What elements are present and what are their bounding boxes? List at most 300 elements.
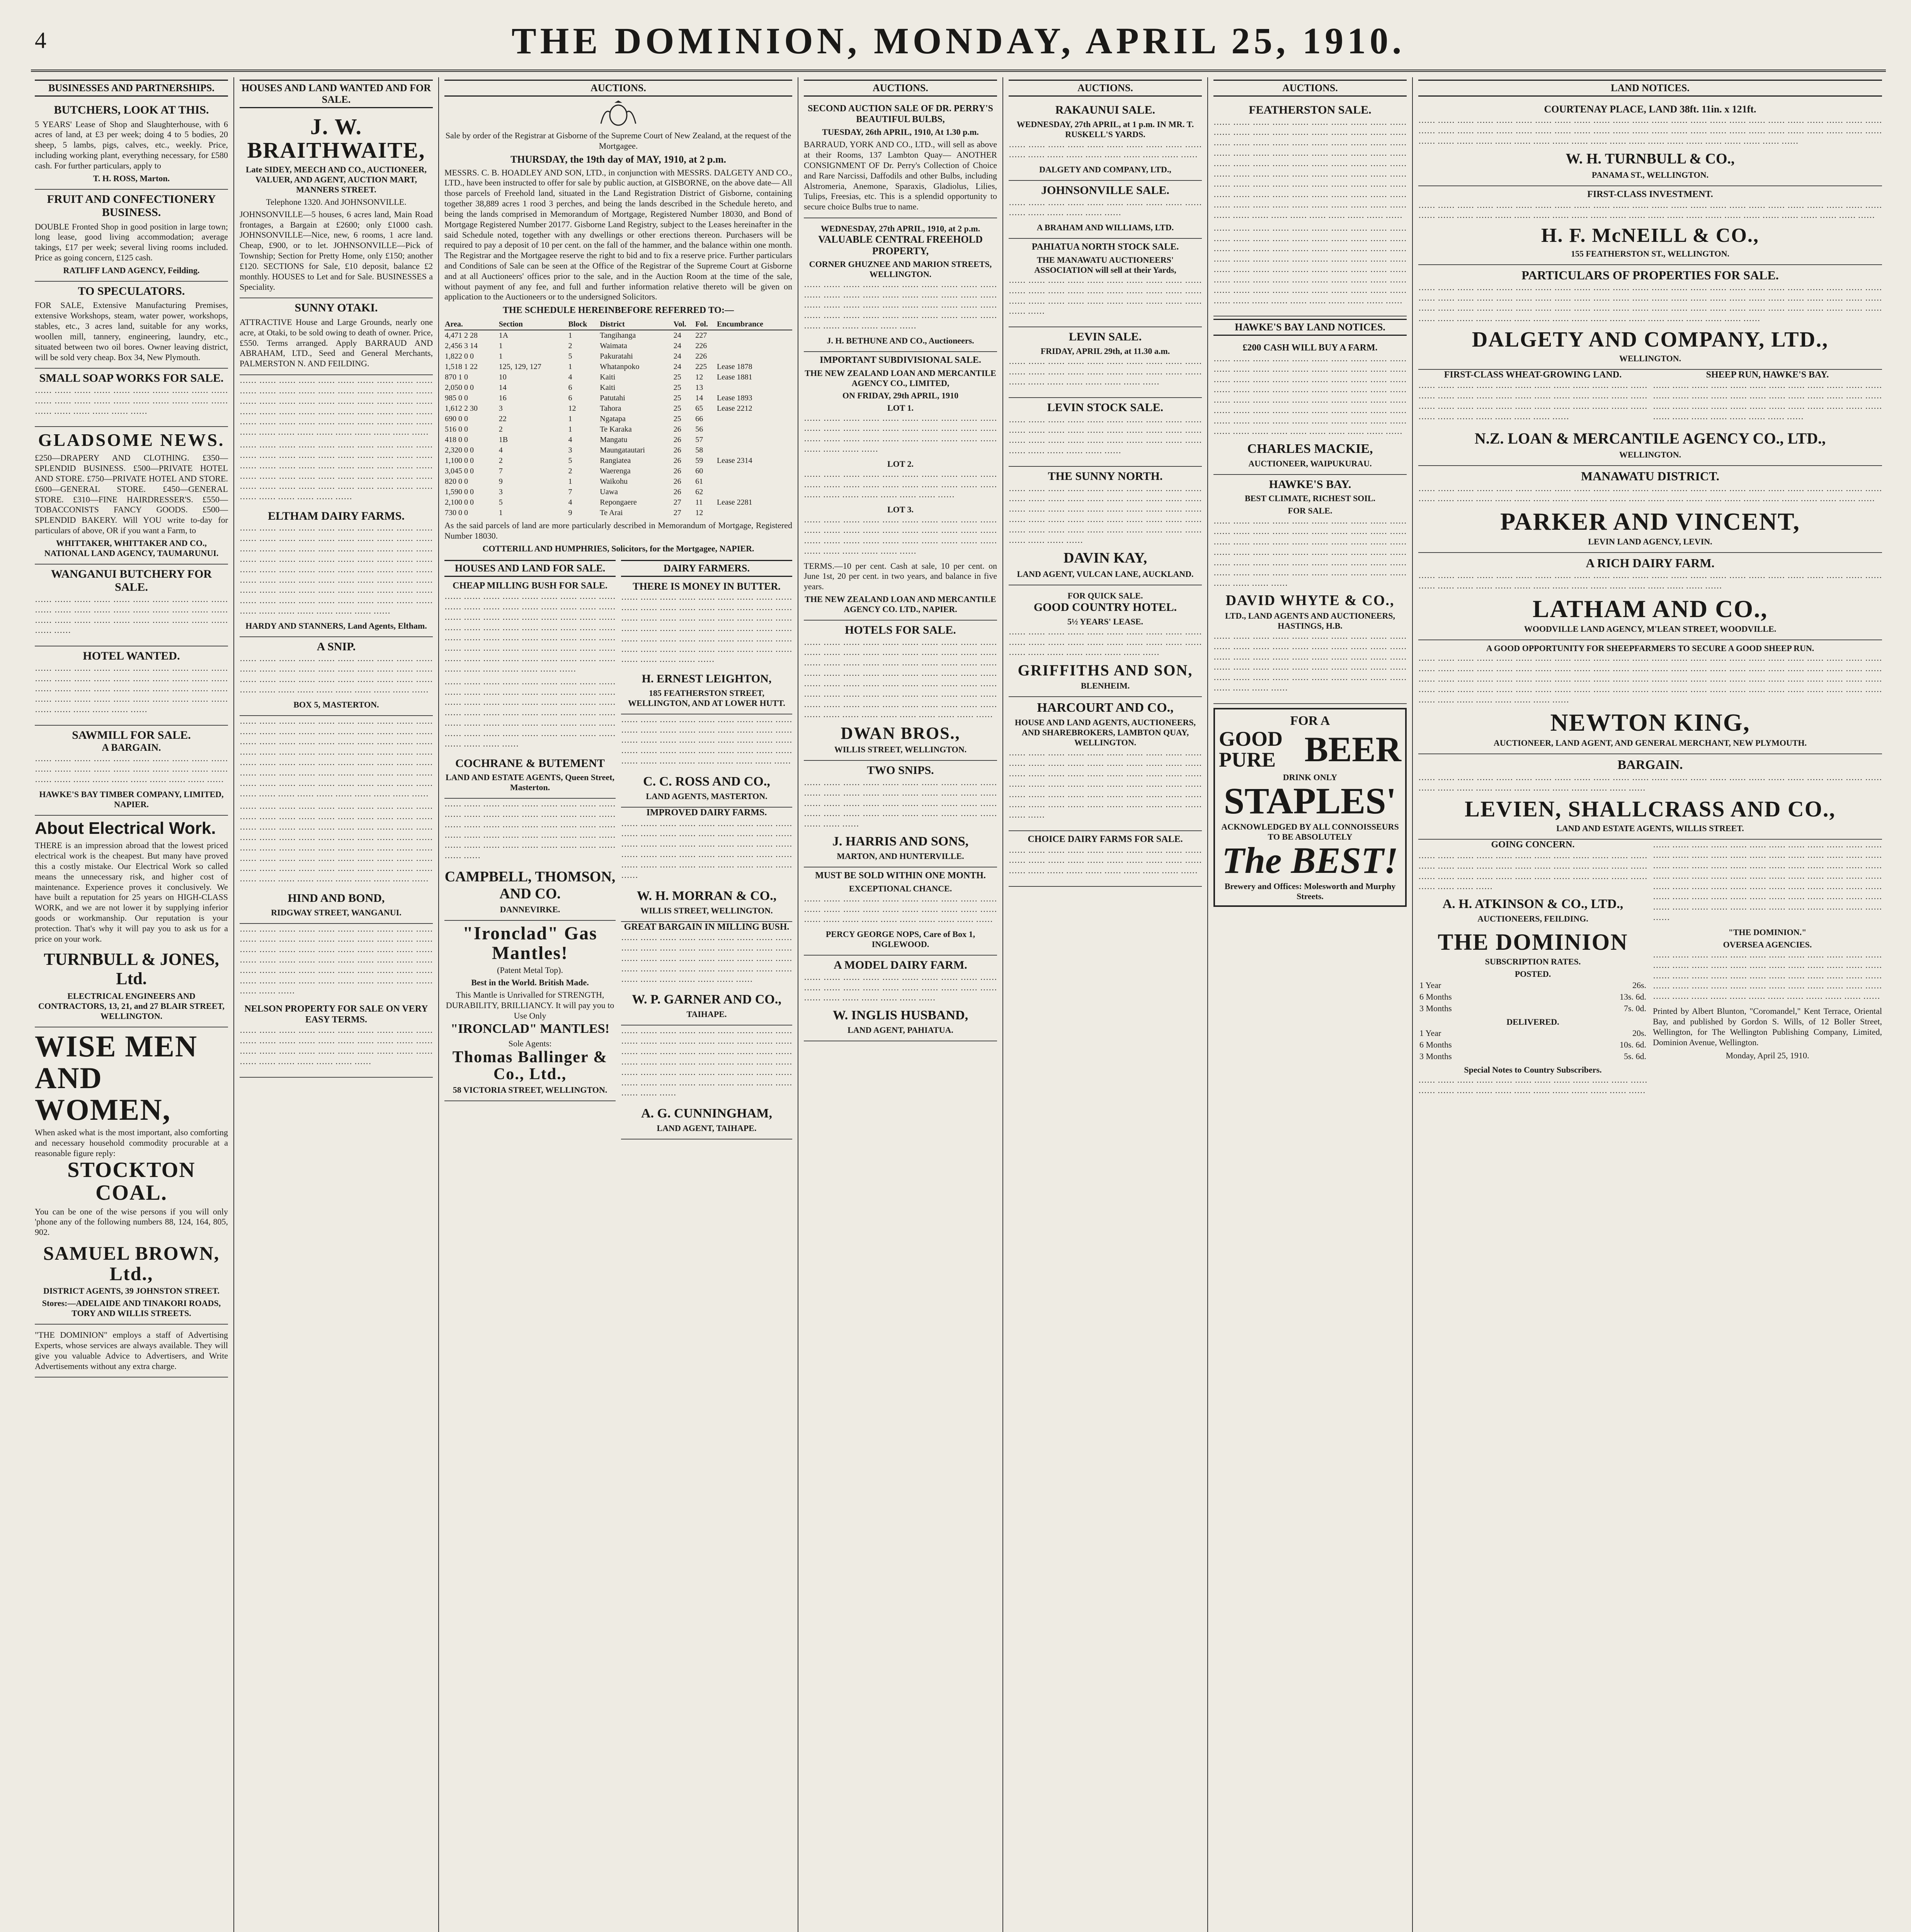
- ad-body: JOHNSONVILLE—5 houses, 6 acres land, Main Road frontages, a Bargain at £2600; only £1000 cash. JOHNSONVILLE—Nice, new, 6 rooms, 1 acre land. Cheap, £900, or to let. JOHNSONVILLE—Pick of Township; Section for Pretty Home, only £150; another £120. SECTIONS for Sale, £10 deposit, balance £2 monthly. HOUSES to Let and for Sale. BUSINESSES a Speciality.: [240, 209, 433, 292]
- brewery-address: Brewery and Offices: Molesworth and Murphy Streets.: [1224, 881, 1396, 901]
- dominion-advertising-note: [35, 1325, 228, 1378]
- column-rule: [233, 77, 234, 1932]
- section-heading: AUCTIONS.: [444, 80, 792, 97]
- schedule-cell: 5: [499, 498, 503, 507]
- schedule-cell: 870 1 0: [445, 372, 468, 381]
- ad-title: MANAWATU DISTRICT.: [1581, 469, 1719, 483]
- ad-body-placeholder: ······ ······ ······ ······ ······ ······ ······ ······ ······ ······ ······ ······ ······ ······ ······ ······ ······ ······ ······ ······ ······ ······ ······ ······ ······ ······ ······ ······ ······ ······ ······ ······: [1009, 277, 1202, 318]
- ad-body-placeholder: ······ ······ ······ ······ ······ ······ ······ ······ ······ ······ ······ ······ ······ ······ ······ ······ ······ ······ ······ ······ ······ ······ ······ ······ ······ ······ ······ ······ ······ ······ ······ ······ ······ ······ ······ ······ ······ ······ ······ ······ ······ ······ ······ ······ ······ ······ ······ ······ ······ ······ ······ ······ ······ ······ ······ ······ ······ ······ ······ ······ ······ ······: [1009, 750, 1202, 822]
- column-rule: [1002, 77, 1003, 1932]
- ad-signature: PANAMA ST., WELLINGTON.: [1591, 170, 1709, 180]
- rate-price: 13s. 6d.: [1619, 992, 1646, 1002]
- schedule-cell: Lease 1881: [717, 372, 752, 381]
- column-5: [1005, 77, 1206, 1932]
- rate-row: [1419, 1039, 1647, 1050]
- sheep-run-opportunity-ad: [1418, 640, 1882, 754]
- speculators-ad: [35, 282, 228, 369]
- rate-price: 5s. 6d.: [1623, 1051, 1646, 1061]
- auction-date: THURSDAY, the 19th day of MAY, 1910, at 2 p.m.: [510, 153, 727, 165]
- ad-title: CHOICE DAIRY FARMS FOR SALE.: [1028, 834, 1183, 845]
- ad-body-placeholder: ······ ······ ······ ······ ······ ······ ······ ······ ······ ······ ······ ······ ······ ······ ······ ······ ······ ······ ······ ······ ······ ······ ······ ······ ······ ······ ······ ······ ······ ······ ······ ······ ······ ······ ······ ······ ······ ······ ······ ······ ······ ······ ······ ······ ······ ······ ······ ······ ······ ······ ······ ······ ······ ······ ······ ······ ······ ······ ······ ······ ······ ······ ······ ······ ······ ······ ······ ······ ······ ······ ······ ······ ······ ······ ······ ······ ······ ······ ······ ······ ······ ······ ······ ······ ······ ······ ······ ······ ······ ······ ······ ······ ······ ······ ······ ······ ······ ······ ······ ······ ······ ······ ······ ······ ······ ······ ······ ······ ······ ······ ······ ······ ······ ······ ······ ······ ······ ······ ······ ······ ······ ······ ······ ······ ······ ······ ······ ······ ······ ······ ······ ······ ······ ······ ······ ······ ······ ······ ······ ······ ······ ······ ······ ······ ······ ······ ······ ······ ······ ······ ······ ······ ······ ······ ······ ······ ······ ······ ······ ······ ······ ······ ······ ······ ······ ······ ······ ······ ······ ······ ······ ······ ······ ······ ······ ······ ······ ······ ······ ······: [1213, 119, 1407, 308]
- schedule-cell: 1: [568, 425, 572, 434]
- staples-name: STAPLES': [1224, 780, 1397, 821]
- schedule-column-header: District: [599, 319, 673, 330]
- schedule-row: [444, 351, 792, 362]
- ad-title: TWO SNIPS.: [867, 764, 934, 777]
- ad-body: You can be one of the wise persons if you will only 'phone any of the following numbers 88, 124, 164, 805, 902.: [35, 1206, 228, 1237]
- the-best: The BEST!: [1222, 839, 1399, 881]
- schedule-cell: 730 0 0: [445, 508, 468, 517]
- schedule-cell: 14: [695, 393, 703, 402]
- schedule-cell: 5: [568, 352, 572, 361]
- schedule-row: [444, 341, 792, 351]
- ad-title: HOTELS FOR SALE.: [845, 624, 956, 637]
- ad-lease: 5½ YEARS' LEASE.: [1067, 616, 1143, 626]
- schedule-cell: 1: [568, 362, 572, 371]
- ad-title: NELSON PROPERTY FOR SALE ON VERY EASY TERMS.: [244, 1004, 428, 1025]
- posted-heading: POSTED.: [1515, 969, 1551, 979]
- ad-title: C. C. ROSS AND CO.,: [643, 774, 770, 789]
- ad-title: THERE IS MONEY IN BUTTER.: [633, 580, 781, 592]
- ad-body-placeholder: ······ ······ ······ ······ ······ ······ ······ ······ ······ ······ ······ ······ ······ ······ ······ ······ ······ ······ ······ ······ ······ ······ ······ ······ ······ ······ ······ ······ ······ ······ ······ ······ ······ ······ ······ ······ ······ ······ ······ ······ ······ ······ ······ ······ ······ ······: [35, 665, 228, 717]
- schedule-cell: 1: [568, 331, 572, 340]
- schedule-cell: 2: [568, 466, 572, 475]
- ad-tagline: Best in the World. British Made.: [471, 978, 589, 988]
- ad-title: VALUABLE CENTRAL FREEHOLD PROPERTY,: [818, 233, 983, 257]
- sunny-north-ad: [1009, 467, 1202, 585]
- ad-title: PARTICULARS OF PROPERTIES FOR SALE.: [1521, 268, 1779, 282]
- beer-good-pure: [1219, 728, 1283, 770]
- ad-title: COCHRANE & BUTEMENT: [455, 757, 605, 770]
- ad-signature: WHITTAKER, WHITTAKER AND CO., NATIONAL LAND AGENCY, TAUMARUNUI.: [44, 538, 219, 558]
- schedule-cell: Lease 2281: [717, 498, 752, 507]
- schedule-cell: 2,050 0 0: [445, 383, 474, 392]
- ad-body-placeholder: ······ ······ ······ ······ ······ ······ ······ ······ ······ ······ ······ ······ ······ ······ ······ ······ ······ ······ ······ ······ ······ ······ ······ ······ ······ ······ ······ ······: [1009, 358, 1202, 389]
- ad-signature: ELECTRICAL ENGINEERS AND CONTRACTORS, 13, 21, and 27 BLAIR STREET, WELLINGTON.: [38, 991, 225, 1021]
- ad-signature: LTD., LAND AGENTS AND AUCTIONEERS, HASTINGS, H.B.: [1225, 611, 1395, 631]
- wheat-land-ad: [1418, 370, 1647, 427]
- ad-title: SMALL SOAP WORKS FOR SALE.: [39, 372, 224, 385]
- ad-signature: LAND AND ESTATE AGENTS, WILLIS STREET.: [1556, 823, 1744, 833]
- schedule-cell: Whatanpoko: [600, 362, 640, 371]
- schedule-cell: 1B: [499, 435, 508, 444]
- ad-body-placeholder: ······ ······ ······ ······ ······ ······ ······ ······ ······ ······ ······ ······ ······ ······ ······ ······ ······ ······ ······ ······ ······ ······ ······ ······ ······ ······ ······ ······ ······ ······ ······ ······ ······ ······ ······ ······: [1009, 417, 1202, 458]
- griffiths-name: GRIFFITHS AND SON,: [1018, 662, 1193, 679]
- schedule-cell: [716, 466, 792, 476]
- schedule-cell: 60: [695, 466, 703, 475]
- schedule-cell: 3: [568, 446, 572, 454]
- dalgety-name: DALGETY AND COMPANY, LTD.,: [1472, 328, 1829, 352]
- ad-body-placeholder: ······ ······ ······ ······ ······ ······ ······ ······ ······ ······ ······ ······ ······ ······ ······ ······ ······ ······ ······ ······ ······ ······ ······ ······ ······ ······ ······ ······ ······ ······ ······ ······ ······ ······ ······ ······ ······ ······ ······ ······: [240, 656, 433, 697]
- schedule-cell: 1A: [499, 331, 509, 340]
- schedule-row: [444, 330, 792, 341]
- auction-intro: Sale by order of the Registrar at Gisborne of the Supreme Court of New Zealand, at the request of the Mortgagee.: [445, 131, 791, 151]
- ad-subtitle: A BARGAIN.: [102, 742, 161, 753]
- fruit-ad: [35, 190, 228, 282]
- schedule-cell: Kaiti: [600, 383, 616, 392]
- ad-title: FEATHERSTON SALE.: [1249, 104, 1372, 116]
- ad-signature: WELLINGTON.: [1619, 449, 1681, 459]
- inglis-name: W. INGLIS HUSBAND,: [832, 1008, 968, 1023]
- schedule-cell: 2: [568, 341, 572, 350]
- sawmill-ad: [35, 726, 228, 816]
- schedule-cell: Patutahi: [600, 393, 625, 402]
- ad-title: GOING CONCERN.: [1491, 840, 1575, 850]
- schedule-row: [444, 476, 792, 487]
- ad-body-placeholder: ······ ······ ······ ······ ······ ······ ······ ······ ······ ······ ······ ······ ······ ······ ······ ······ ······ ······ ······ ······ ······ ······ ······ ······ ······ ······ ······ ······ ······ ······ ······ ······ ······ ······ ······ ······ ······ ······ ······ ······ ······ ······ ······ ······ ······ ······ ······ ······: [1418, 202, 1882, 223]
- levin-stock-sale-ad: [1009, 398, 1202, 467]
- schedule-cell: 6: [568, 393, 572, 402]
- ad-signature: 155 FEATHERSTON ST., WELLINGTON.: [1571, 248, 1729, 259]
- schedule-cell: 12: [568, 404, 576, 413]
- rate-row: [1419, 1051, 1647, 1062]
- posted-rates-table: [1418, 979, 1647, 1015]
- schedule-cell: 418 0 0: [445, 435, 468, 444]
- ad-title: GOOD COUNTRY HOTEL.: [1033, 601, 1177, 614]
- ad-subtitle: BEST CLIMATE, RICHEST SOIL.: [1244, 493, 1376, 503]
- ad-date: WEDNESDAY, 27th APRIL, 1910, at 2 p.m.: [820, 223, 980, 233]
- ad-body: This Mantle is Unrivalled for STRENGTH, DURABILITY, BRILLIANCY. It will pay you to Use Only: [446, 990, 614, 1020]
- schedule-cell: 25: [673, 383, 681, 392]
- ad-body-placeholder: ······ ······ ······ ······ ······ ······ ······ ······ ······ ······ ······ ······ ······ ······ ······ ······ ······ ······ ······ ······ ······ ······ ······ ······ ······ ······ ······ ······ ······ ······ ······ ······ ······ ······: [804, 415, 997, 456]
- schedule-cell: 1: [499, 341, 503, 350]
- ad-signature: DISTRICT AGENTS, 39 JOHNSTON STREET.: [43, 1286, 220, 1296]
- ad-signature: J. H. BETHUNE AND CO., Auctioneers.: [827, 335, 974, 345]
- ad-body: £250—DRAPERY AND CLOTHING. £350—SPLENDID BUSINESS. £500—PRIVATE HOTEL AND STORE. £750—PRIVATE HOTEL AND STORE. £600—GENERAL STORE. £450—GENERAL STORE. £310—FINE HAIRDRESSER'S. £550—TOBACCONISTS FANCY GOODS. £500—SPLENDID BAKERY. Will YOU write to-day for particulars of above, OR if you want a Farm, to: [35, 453, 228, 536]
- schedule-cell: 2,320 0 0: [445, 446, 474, 454]
- ad-signature: LAND AGENT, PAHIATUA.: [847, 1025, 953, 1035]
- butchery-ad: [35, 565, 228, 646]
- wise-men-heading: WISE MEN AND WOMEN,: [35, 1029, 198, 1126]
- ad-title: HOTEL WANTED.: [83, 650, 180, 663]
- ad-title: SHEEP RUN, HAWKE'S BAY.: [1706, 369, 1829, 380]
- ad-signature: WILLIS STREET, WELLINGTON.: [640, 905, 773, 915]
- turnbull-jones-name: TURNBULL & JONES, Ltd.: [44, 949, 219, 988]
- ad-title: CHEAP MILLING BUSH FOR SALE.: [453, 580, 608, 591]
- ad-signature: WELLINGTON.: [1619, 353, 1681, 363]
- ad-body-placeholder: ······ ······ ······ ······ ······ ······ ······ ······ ······ ······ ······ ······ ······ ······ ······ ······ ······ ······ ······ ······ ······ ······ ······ ······ ······ ······ ······ ······ ······ ······ ······ ······ ······ ······ ······ ······: [804, 517, 997, 558]
- ad-body-placeholder: ······ ······ ······ ······ ······ ······ ······ ······ ······ ······ ······ ······ ······ ······ ······ ······ ······ ······ ······ ······ ······ ······ ······ ······ ······ ······ ······ ······ ······ ······ ······ ······ ······ ······ ······ ······ ······ ······ ······ ······ ······ ······ ······ ······ ······ ······ ······ ······: [1418, 485, 1882, 506]
- schedule-cell: 25: [673, 414, 681, 423]
- cash-farm-ad: [1213, 340, 1407, 474]
- ad-title: FIRST-CLASS INVESTMENT.: [1587, 189, 1713, 200]
- ad-signature: LEVIN LAND AGENCY, LEVIN.: [1588, 537, 1712, 547]
- schedule-cell: [716, 414, 792, 424]
- electrical-ad: [35, 816, 228, 1027]
- schedule-row: [444, 445, 792, 456]
- ad-location: CORNER GHUZNEE AND MARION STREETS, WELLINGTON.: [809, 259, 992, 279]
- beer-headline: [1219, 728, 1401, 770]
- cunningham-ad: [621, 1103, 792, 1139]
- hotel-wanted-ad: [35, 646, 228, 726]
- oversea-heading: OVERSEA AGENCIES.: [1723, 939, 1812, 949]
- schedule-cell: 1,612 2 30: [445, 404, 478, 413]
- hawkes-bay-ad: [1213, 475, 1407, 704]
- schedule-cell: Lease 2212: [717, 404, 752, 413]
- ad-signature: LAND AGENT, VULCAN LANE, AUCKLAND.: [1017, 569, 1194, 579]
- schedule-cell: 58: [695, 446, 703, 454]
- sheep-run-ad: [1653, 370, 1882, 427]
- nzloan-name: N.Z. LOAN & MERCANTILE AGENCY CO., LTD.,: [1474, 429, 1826, 447]
- ad-title: HIND AND BOND,: [288, 892, 385, 905]
- ad-title: LEVIN SALE.: [1069, 330, 1142, 344]
- ad-signature: MARTON, AND HUNTERVILLE.: [837, 851, 964, 861]
- ad-title: £200 CASH WILL BUY A FARM.: [1242, 343, 1378, 353]
- schedule-cell: [716, 341, 792, 351]
- ad-subtitle: (Patent Metal Top).: [497, 965, 563, 975]
- schedule-cell: 2: [499, 456, 503, 465]
- sunny-otaki-ad: [240, 298, 433, 375]
- ad-body-placeholder: ······ ······ ······ ······ ······ ······ ······ ······ ······ ······ ······ ······ ······ ······ ······ ······ ······ ······ ······ ······ ······ ······ ······ ······ ······ ······ ······ ······ ······ ······ ······ ······ ······ ······ ······ ······ ······ ······ ······ ······ ······ ······ ······ ······: [1418, 383, 1647, 423]
- schedule-cell: 27: [673, 508, 681, 517]
- harris-name: J. HARRIS AND SONS,: [832, 834, 969, 849]
- ad-body-placeholder: ······ ······ ······ ······ ······ ······ ······ ······ ······ ······ ······ ······ ······ ······ ······ ······ ······ ······ ······ ······ ······ ······ ······ ······: [1418, 1077, 1647, 1098]
- schedule-cell: 10: [499, 372, 507, 381]
- rakaunui-sale-ad: [1009, 100, 1202, 181]
- schedule-cell: 57: [695, 435, 703, 444]
- ad-title: H. ERNEST LEIGHTON,: [642, 672, 772, 685]
- subdivisional-sale-ad: [804, 352, 997, 621]
- schedule-cell: Kaiti: [600, 372, 616, 381]
- levin-sale-ad: [1009, 327, 1202, 398]
- ad-title: IMPORTANT SUBDIVISIONAL SALE.: [820, 355, 981, 365]
- column-3-lower: [444, 558, 792, 1140]
- beer-for: FOR A: [1290, 713, 1330, 728]
- schedule-cell: Te Arai: [600, 508, 623, 517]
- beer-drink: DRINK ONLY: [1283, 772, 1338, 782]
- schedule-cell: 3: [499, 404, 503, 413]
- rate-row: [1419, 1003, 1647, 1014]
- schedule-cell: 24: [673, 341, 681, 350]
- rate-period: 1 Year: [1419, 1028, 1441, 1038]
- schedule-cell: 1,590 0 0: [445, 487, 474, 496]
- section-heading: AUCTIONS.: [804, 80, 997, 97]
- page-number: 4: [35, 27, 46, 53]
- schedule-row: [444, 466, 792, 476]
- imprint-date: Monday, April 25, 1910.: [1726, 1051, 1809, 1061]
- section-heading: AUCTIONS.: [1009, 80, 1202, 97]
- david-whyte-name: DAVID WHYTE & CO.,: [1225, 592, 1395, 609]
- schedule-cell: 61: [695, 477, 703, 486]
- schedule-cell: 2,100 0 0: [445, 498, 474, 507]
- ad-body-placeholder: ······ ······ ······ ······ ······ ······ ······ ······ ······ ······ ······ ······ ······ ······ ······ ······ ······ ······ ······ ······ ······ ······ ······ ······ ······ ······ ······ ······ ······ ······ ······ ······ ······ ······ ······ ······ ······ ······ ······ ······ ······ ······ ······ ······ ······ ······ ······ ······ ······ ······ ······ ······ ······ ······ ······ ······ ······ ······ ······ ······ ······ ······ ······ ······: [1213, 518, 1407, 590]
- ad-signature: AUCTIONEER, WAIPUKURAU.: [1248, 458, 1372, 468]
- ad-phone: Telephone 1320. And JOHNSONVILLE.: [266, 197, 407, 207]
- davin-name: DAVIN KAY,: [1063, 550, 1147, 566]
- ad-body: When asked what is the most important, also comforting and necessary household commodity procurable at a reasonable figure reply:: [35, 1128, 228, 1158]
- schedule-row: [444, 372, 792, 383]
- schedule-cell: Tahora: [600, 404, 621, 413]
- ad-signature: BOX 5, MASTERTON.: [293, 699, 379, 709]
- auction-body: MESSRS. C. B. HOADLEY AND SON, LTD., in conjunction with MESSRS. DALGETY AND CO., LTD., have been instructed to offer for sale by public auction, at GISBORNE, on the above date— All those parcels of Freehold land, situated in the Land Registration District of Gisborne, containing together 38,889 acres 1 rood 3 perches, and being the lands described in the Schedule hereto, and being the lands comprised in Memorandum of Mortgage, Registered Number 18030, and Bond of Mortgage Registered Number 20177. Gisborne Land Registry, subject to the Leases hereinafter in the said Schedule noted, together with any dwellings or other erections thereon. Purchasers will be required to pay a deposit of 10 per cent. on the fall of the hammer, and the balance within one month. The Registrar and the Mortgagee reserve the right to bid and to fix a reserve price. Further particulars and Conditions of Sale can be seen at the Office of the Registrar of the Supreme Court at Gisborne and at all Auctioneers' offices prior to the sale, and in the Auction Room at the time of the sale, without payment of any fee, and full and further information relative thereto will be given on application to the Auctioneers or to the undersigned Solicitors.: [444, 167, 792, 302]
- ad-body: THERE is an impression abroad that the lowest priced electrical work is the cheapest. But many have proved this a costly mistake. Our Electrical Work so called means the unnecessary risk, and higher cost of maintenance. Experience proves it conclusively. We have built a reputation for 25 years on HIGH-CLASS WORK, and we are not lower it by supplying inferior goods or workmanship. Our reputation is your protection. That's why it will pay you to ask us for a price on your work.: [35, 840, 228, 944]
- schedule-row: [444, 403, 792, 414]
- snip-ad: [240, 637, 433, 716]
- ad-title: COURTENAY PLACE, LAND 38ft. 11in. x 121ft.: [1544, 104, 1756, 115]
- schedule-cell: Waerenga: [600, 466, 631, 475]
- beer-good: GOOD: [1219, 727, 1283, 750]
- ad-title: FRUIT AND CONFECTIONERY BUSINESS.: [47, 192, 216, 219]
- ad-title: SAWMILL FOR SALE.: [72, 728, 191, 742]
- schedule-cell: 26: [673, 435, 681, 444]
- schedule-cell: Ngatapa: [600, 414, 626, 423]
- delivered-heading: DELIVERED.: [1506, 1017, 1559, 1027]
- schedule-cell: Lease 1878: [717, 362, 752, 371]
- going-concern-ad: [1418, 840, 1647, 1100]
- column-6: [1210, 77, 1411, 1932]
- ad-title: JOHNSONVILLE SALE.: [1041, 184, 1169, 197]
- schedule-cell: 59: [695, 456, 703, 465]
- schedule-cell: 12: [695, 508, 703, 517]
- lot-heading: LOT 1.: [887, 403, 914, 413]
- schedule-row: [444, 362, 792, 372]
- schedule-cell: 820 0 0: [445, 477, 468, 486]
- ad-title: RAKAUNUI SALE.: [1055, 104, 1155, 116]
- harcourt-ad: [1009, 697, 1202, 831]
- schedule-cell: 2,456 3 14: [445, 341, 478, 350]
- schedule-cell: 9: [499, 477, 503, 486]
- schedule-cell: 12: [695, 372, 703, 381]
- oversea-agencies: [1653, 840, 1882, 1100]
- schedule-cell: Rangiatea: [600, 456, 631, 465]
- ad-body-placeholder: ······ ······ ······ ······ ······ ······ ······ ······ ······ ······ ······ ······ ······ ······ ······ ······ ······ ······ ······ ······ ······ ······ ······ ······ ······ ······ ······ ······ ······ ······ ······ ······ ······ ······ ······ ······ ······ ······ ······ ······ ······ ······ ······ ······ ······ ······ ······ ······ ······ ······ ······ ······ ······ ······ ······ ······ ······: [621, 1028, 792, 1100]
- stockton-coal-ad: [35, 1027, 228, 1325]
- schedule-cell: [716, 508, 792, 518]
- country-hotel-ad: [1009, 585, 1202, 697]
- cochrane-ad: [444, 754, 616, 799]
- schedule-row: [444, 435, 792, 445]
- section-heading: HOUSES AND LAND FOR SALE.: [444, 560, 616, 577]
- ad-body: BARRAUD, YORK AND CO., LTD., will sell as above at their Rooms, 137 Lambton Quay— ANOTHER CONSIGNMENT OF Dr. Perry's Collection of Choice and Rare Narcissi, Daffodils and other Bulbs, including Alstromeria, Anemone, Sparaxis, Gladiolus, Lilies, Tulips, Freesias, etc. This is a splendid opportunity to secure choice Bulbs true to name.: [804, 139, 997, 212]
- ad-body-placeholder: ······ ······ ······ ······ ······ ······ ······ ······ ······ ······ ······ ······ ······ ······ ······ ······ ······ ······ ······ ······ ······ ······ ······ ······ ······ ······ ······ ······ ······ ······ ······ ······ ······ ······ ······ ······ ······ ······ ······ ······ ······ ······ ······ ······ ······ ······ ······ ······ ······ ······ ······ ······ ······ ······ ······ ······ ······ ······ ······ ······ ······ ······ ······ ······ ······ ······ ······ ······ ······ ······ ······ ······ ······ ······ ······ ······ ······ ······ ······ ······: [804, 639, 997, 722]
- ad-title: SUNNY OTAKI.: [294, 301, 378, 315]
- rate-row: [1419, 1028, 1647, 1039]
- schedule-cell: 516 0 0: [445, 425, 468, 434]
- freehold-sale-ad: [804, 218, 997, 352]
- schedule-column-header: Vol.: [673, 319, 695, 330]
- ad-body-placeholder: ······ ······ ······ ······ ······ ······ ······ ······ ······ ······ ······ ······ ······ ······ ······ ······ ······ ······ ······ ······ ······ ······ ······ ······ ······ ······ ······ ······ ······ ······ ······ ······ ······ ······ ······ ······ ······ ······ ······ ······ ······ ······ ······ ······ ······ ······ ······ ······ ······ ······ ······ ······ ······ ······ ······ ······ ······ ······ ······ ······: [1653, 952, 1882, 1003]
- column-3: [441, 77, 796, 1932]
- beer-pure: PURE: [1219, 748, 1276, 771]
- schedule-cell: 66: [695, 414, 703, 423]
- campbell-ad: [444, 866, 616, 921]
- schedule-row: [444, 414, 792, 424]
- ad-signature: HARDY AND STANNERS, Land Agents, Eltham.: [245, 621, 427, 631]
- schedule-row: [444, 497, 792, 508]
- column-2: [236, 77, 437, 1932]
- ad-title: BARGAIN.: [1617, 757, 1683, 772]
- schedule-cell: Te Karaka: [600, 425, 632, 434]
- mcneill-name: H. F. McNEILL & CO.,: [1541, 224, 1759, 247]
- schedule-row: [444, 456, 792, 466]
- listing-text-placeholder: ······ ······ ······ ······ ······ ······ ······ ······ ······ ······ ······ ······ ······ ······ ······ ······ ······ ······ ······ ······ ······ ······ ······ ······ ······ ······ ······ ······ ······ ······ ······ ······ ······ ······ ······ ······ ······ ······ ······ ······ ······ ······ ······ ······ ······ ······ ······ ······ ······ ······ ······ ······ ······ ······ ······ ······ ······ ······ ······ ······ ······ ······ ······: [240, 926, 433, 998]
- schedule-cell: 6: [568, 383, 572, 392]
- ad-title: A SNIP.: [317, 640, 356, 653]
- schedule-cell: 4: [499, 446, 503, 454]
- featherston-ad: [1213, 100, 1407, 316]
- ad-title: BUTCHERS, LOOK AT THIS.: [54, 104, 209, 116]
- rate-row: [1419, 992, 1647, 1002]
- leighton-ad: [621, 669, 792, 714]
- schedule-cell: 1,822 0 0: [445, 352, 474, 361]
- ad-title: W. P. GARNER AND CO.,: [632, 992, 781, 1007]
- ad-sole-agents: Sole Agents:: [508, 1038, 552, 1048]
- schedule-cell: [716, 445, 792, 456]
- staples-beer-ad: [1213, 708, 1407, 907]
- ad-body-placeholder: ······ ······ ······ ······ ······ ······ ······ ······ ······ ······ ······ ······ ······ ······ ······ ······ ······ ······ ······ ······ ······ ······ ······ ······ ······ ······ ······ ······ ······ ······ ······ ······ ······ ······ ······ ······ ······ ······ ······ ······ ······ ······ ······ ······ ······ ······ ······ ······ ······ ······ ······ ······ ······ ······ ······ ······ ······ ······ ······ ······ ······ ······ ······ ······ ······ ······ ······ ······ ······ ······ ······ ······ ······ ······ ······ ······ ······ ······ ······ ······ ······ ······ ······ ······ ······: [1653, 842, 1882, 925]
- schedule-cell: 1,100 0 0: [445, 456, 474, 465]
- schedule-cell: 225: [695, 362, 707, 371]
- rate-price: 10s. 6d.: [1619, 1040, 1646, 1050]
- ad-body-placeholder: ······ ······ ······ ······ ······ ······ ······ ······ ······ ······ ······ ······ ······ ······ ······ ······ ······ ······ ······ ······ ······ ······ ······ ······ ······ ······ ······ ······ ······ ······ ······ ······ ······ ······ ······ ······ ······ ······ ······ ······ ······ ······ ······ ······ ······ ······ ······ ······ ······ ······ ······ ······ ······ ······ ······ ······ ······ ······ ······ ······ ······ ······ ······ ······ ······ ······ ······ ······ ······ ······ ······ ······ ······ ······ ······ ······ ······ ······ ······ ······: [1213, 356, 1407, 438]
- schedule-cell: 3: [499, 487, 503, 496]
- ad-title: About Electrical Work.: [35, 818, 216, 838]
- ad-signature: WOODVILLE LAND AGENCY, M'LEAN STREET, WOODVILLE.: [1524, 624, 1777, 634]
- latham-name: LATHAM AND CO.,: [1532, 595, 1768, 622]
- ad-body-placeholder: ······ ······ ······ ······ ······ ······ ······ ······ ······ ······ ······ ······ ······ ······ ······ ······ ······ ······ ······ ······ ······ ······ ······ ······ ······ ······ ······ ······ ······ ······ ······ ······ ······ ······ ······ ······ ······ ······ ······ ······ ······ ······ ······ ······ ······ ······: [804, 281, 997, 333]
- section-heading: HOUSES AND LAND WANTED AND FOR SALE.: [240, 80, 433, 108]
- ad-signature: 58 VICTORIA STREET, WELLINGTON.: [453, 1085, 608, 1095]
- ad-title: HARCOURT AND CO.,: [1037, 701, 1174, 715]
- ad-subtitle: THE MANAWATU AUCTIONEERS' ASSOCIATION will sell at their Yards,: [1034, 255, 1176, 275]
- schedule-cell: Waimata: [600, 341, 627, 350]
- schedule-cell: 56: [695, 425, 703, 434]
- ad-title: CAMPBELL, THOMSON, AND CO.: [444, 869, 616, 902]
- ad-body-placeholder: ······ ······ ······ ······ ······ ······ ······ ······ ······ ······ ······ ······ ······ ······ ······ ······ ······ ······ ······ ······ ······ ······ ······ ······ ······ ······ ······ ······ ······ ······ ······ ······ ······ ······ ······ ······ ······ ······ ······ ······ ······ ······ ······ ······ ······ ······ ······ ······ ······ ······ ······ ······ ······ ······ ······ ······ ······ ······ ······ ······ ······ ······ ······ ······ ······ ······ ······ ······ ······ ······ ······ ······ ······ ······ ······ ······ ······ ······ ······ ······ ······ ······ ······ ······ ······ ······ ······ ······ ······ ······ ······ ······ ······ ······ ······ ······ ······ ······ ······ ······ ······ ······ ······ ······ ······ ······ ······ ······ ······ ······ ······ ······ ······ ······ ······ ······ ······ ······ ······ ······ ······ ······ ······ ······ ······ ······ ······ ······: [444, 594, 616, 751]
- listing-text-placeholder: ······ ······ ······ ······ ······ ······ ······ ······ ······ ······ ······ ······ ······ ······ ······ ······ ······ ······ ······ ······ ······ ······ ······ ······ ······ ······ ······ ······ ······ ······ ······ ······ ······ ······ ······ ······ ······ ······ ······ ······ ······ ······ ······ ······ ······ ······ ······ ······ ······ ······ ······ ······ ······ ······ ······ ······ ······ ······ ······ ······ ······ ······ ······ ······ ······ ······ ······ ······ ······ ······ ······ ······ ······ ······ ······ ······ ······ ······ ······ ······ ······ ······ ······ ······ ······ ······ ······ ······ ······ ······ ······ ······ ······ ······ ······ ······ ······ ······ ······ ······ ······ ······ ······ ······ ······ ······ ······ ······ ······ ······ ······ ······ ······ ······ ······ ······ ······ ······ ······ ······ ······ ······ ······ ······ ······ ······ ······ ······ ······ ······ ······ ······ ······ ······ ······ ······ ······ ······ ······ ······ ······ ······ ······ ······ ······ ······ ······ ······ ······ ······ ······ ······ ······ ······ ······ ······ ······ ······ ······ ······: [240, 718, 433, 886]
- column-4: [800, 77, 1001, 1932]
- rate-row: [1419, 980, 1647, 991]
- schedule-cell: 11: [695, 498, 703, 507]
- column-3-left: [444, 558, 616, 1140]
- delivered-rates-body: [1419, 1028, 1647, 1062]
- schedule-cell: 26: [673, 487, 681, 496]
- schedule-cell: Pakuratahi: [600, 352, 633, 361]
- ad-body-placeholder: ······ ······ ······ ······ ······ ······ ······ ······ ······ ······ ······ ······ ······ ······ ······ ······ ······ ······ ······ ······ ······ ······ ······ ······ ······ ······ ······ ······ ······ ······ ······ ······ ······ ······ ······ ······ ······ ······ ······ ······ ······ ······ ······ ······ ······ ······ ······ ······ ······ ······ ······ ······ ······ ······ ······ ······ ······ ······ ······ ······ ······ ······ ······ ······ ······ ······ ······ ······ ······ ······ ······ ······ ······ ······ ······ ······ ······ ······ ······ ······ ······ ······ ······ ······ ······ ······ ······ ······: [240, 525, 433, 618]
- schedule-cell: Mangatu: [600, 435, 628, 444]
- ad-signature: THE NEW ZEALAND LOAN AND MERCANTILE AGENCY CO. LTD., NAPIER.: [805, 594, 996, 614]
- ad-body-placeholder: ······ ······ ······ ······ ······ ······ ······ ······ ······ ······ ······ ······ ······ ······ ······ ······ ······ ······ ······ ······ ······ ······ ······ ······ ······ ······ ······ ······ ······ ······ ······ ······ ······ ······ ······ ······ ······ ······ ······ ······: [1418, 573, 1882, 593]
- ad-body-placeholder: ······ ······ ······ ······ ······ ······ ······ ······ ······ ······ ······ ······ ······ ······ ······ ······ ······ ······ ······ ······ ······ ······ ······ ······ ······ ······ ······ ······ ······ ······ ······ ······ ······ ······ ······ ······ ······ ······ ······ ······ ······ ······ ······ ······ ······ ······ ······ ······ ······ ······ ······ ······ ······ ······ ······ ······ ······ ······ ······ ······ ······ ······ ······ ······ ······ ······ ······ ······ ······ ······ ······ ······ ······ ······ ······ ······ ······ ······ ······ ······ ······ ······ ······ ······ ······ ······ ······ ······ ······ ······: [1418, 284, 1882, 326]
- ad-date: FRIDAY, APRIL 29th, at 11.30 a.m.: [1040, 346, 1170, 356]
- schedule-cell: 16: [499, 393, 507, 402]
- subscription-rates: SUBSCRIPTION RATES.: [1485, 957, 1581, 967]
- schedule-cell: Lease 1893: [717, 393, 752, 402]
- lower-split: [1418, 840, 1882, 1100]
- schedule-column-header: Block: [568, 319, 600, 330]
- rate-price: 7s. 0d.: [1623, 1003, 1646, 1014]
- ad-body: "THE DOMINION" employs a staff of Advertising Experts, whose services are always available. They will give you valuable Advice to Advertisers, and Write Advertisements without any extra charge.: [35, 1330, 228, 1371]
- rate-price: 20s.: [1632, 1028, 1646, 1038]
- ad-title: A MODEL DAIRY FARM.: [834, 959, 967, 972]
- ad-title: MUST BE SOLD WITHIN ONE MONTH.: [815, 871, 986, 881]
- schedule-cell: 226: [695, 341, 707, 350]
- ad-title: A RICH DAIRY FARM.: [1586, 556, 1715, 570]
- beer-acknowledged: ACKNOWLEDGED BY ALL CONNOISSEURS TO BE ABSOLUTELY: [1221, 821, 1399, 842]
- ad-date: ON FRIDAY, 29th APRIL, 1910: [842, 390, 959, 400]
- hotels-ad: [804, 621, 997, 761]
- schedule-cell: 26: [673, 425, 681, 434]
- ad-title: ELTHAM DAIRY FARMS.: [268, 509, 405, 522]
- ad-title: GREAT BARGAIN IN MILLING BUSH.: [624, 922, 790, 932]
- ad-title: GLADSOME NEWS.: [38, 430, 225, 450]
- ad-signature: DALGETY AND COMPANY, LTD.,: [1039, 165, 1171, 175]
- schedule-cell: Lease 2314: [717, 456, 752, 465]
- schedule-cell: 25: [673, 372, 681, 381]
- schedule-cell: 4: [568, 498, 572, 507]
- schedule-cell: 226: [695, 352, 707, 361]
- posted-rates-body: [1419, 980, 1647, 1014]
